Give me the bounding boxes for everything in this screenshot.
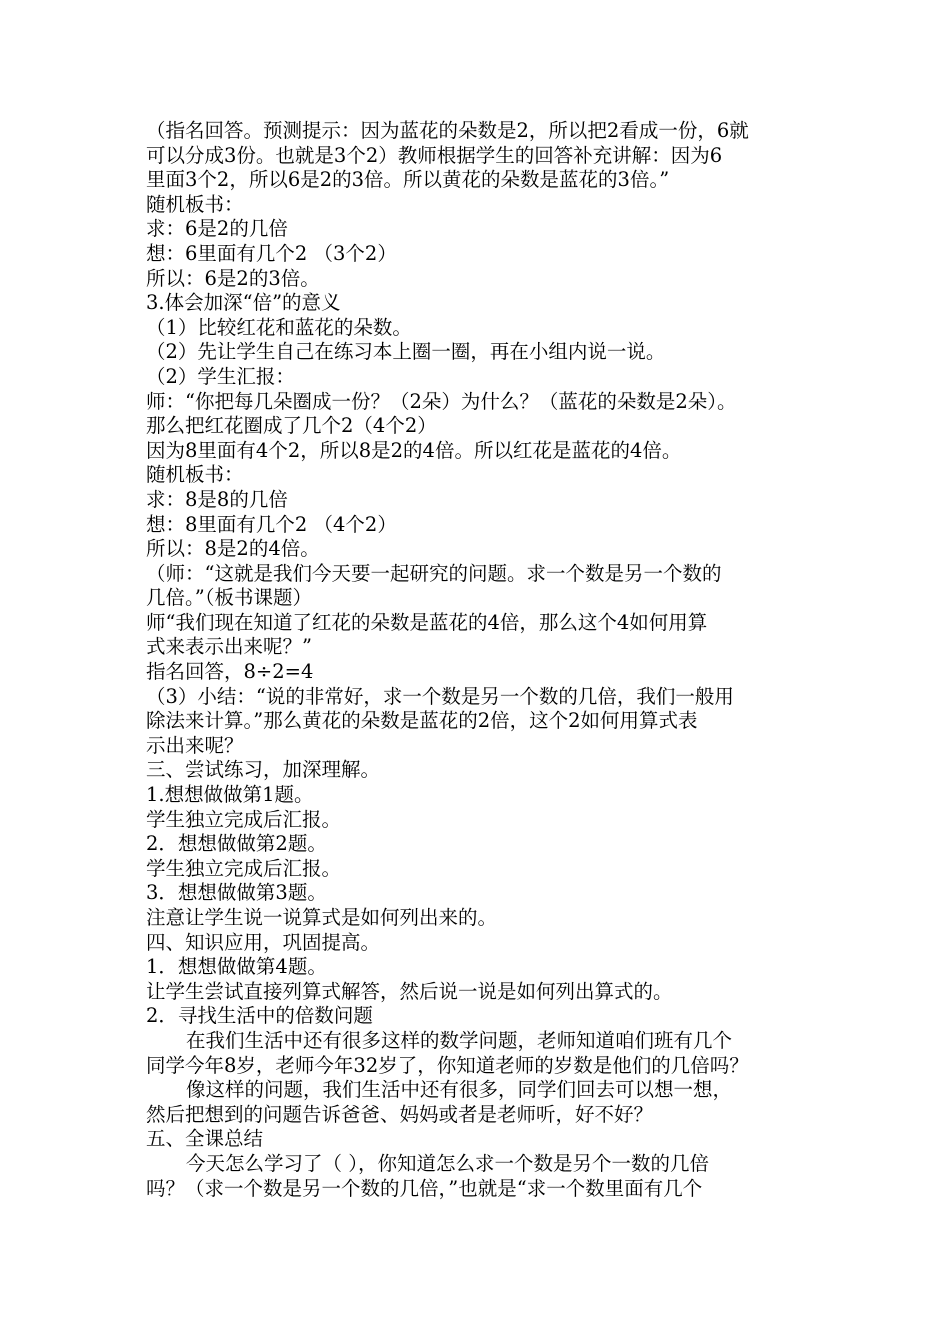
text-line: （1）比较红花和蓝花的朵数。	[146, 315, 412, 339]
text-line: 求：6是2的几倍	[146, 217, 288, 241]
text-line: （3）小结：“说的非常好，求一个数是另一个数的几倍，我们一般用	[146, 684, 734, 708]
text-line: 在我们生活中还有很多这样的数学问题，老师知道咱们班有几个	[186, 1028, 733, 1052]
text-line: 里面3个2，所以6是2的3倍。所以黄花的朵数是蓝花的3倍。”	[146, 168, 670, 192]
text-line: 随机板书：	[146, 192, 244, 216]
text-line: 师“我们现在知道了红花的朵数是蓝花的4倍，那么这个4如何用算	[146, 610, 708, 634]
text-line: 除法来计算。”那么黄花的朵数是蓝花的2倍，这个2如何用算式表	[146, 709, 698, 733]
text-line: 同学今年8岁，老师今年32岁了，你知道老师的岁数是他们的几倍吗？	[146, 1053, 749, 1077]
text-line: （2）学生汇报：	[146, 364, 295, 388]
text-line: 可以分成3份。也就是3个2）教师根据学生的回答补充讲解：因为6	[146, 143, 723, 167]
text-line: 师：“你把每几朵圈成一份？（2朵）为什么？（蓝花的朵数是2朵）。	[146, 389, 737, 413]
text-line: 注意让学生说一说算式是如何列出来的。	[146, 906, 498, 929]
text-line: （师：“这就是我们今天要一起研究的问题。求一个数是另一个数的	[146, 561, 722, 585]
text-line: （指名回答。预测提示：因为蓝花的朵数是2，所以把2看成一份，6就	[146, 119, 749, 142]
text-line: （2）先让学生自己在练习本上圈一圈，再在小组内说一说。	[146, 340, 666, 364]
text-line: 三、尝试练习，加深理解。	[146, 758, 381, 782]
text-line: 随机板书：	[146, 463, 244, 487]
text-line: 示出来呢？	[146, 733, 244, 757]
text-line: 式来表示出来呢？”	[146, 635, 312, 659]
text-line: 四、知识应用，巩固提高。	[146, 930, 381, 954]
text-line: 五、全课总结	[146, 1127, 264, 1151]
text-line: 2．寻找生活中的倍数问题	[146, 1004, 373, 1028]
text-line: 学生独立完成后汇报。	[146, 856, 342, 880]
text-line: 学生独立完成后汇报。	[146, 807, 342, 831]
text-line: 吗？（求一个数是另一个数的几倍，”也就是“求一个数里面有几个	[146, 1176, 703, 1200]
document-body	[146, 119, 816, 1201]
text-line: 2．想想做做第2题。	[146, 832, 327, 856]
text-line: 指名回答，8÷2=4	[146, 660, 314, 684]
text-line: 3.体会加深“倍”的意义	[146, 291, 341, 315]
text-line: 想：6里面有几个2 （3个2）	[146, 241, 397, 265]
text-line: 几倍。”（板书课题）	[146, 586, 312, 610]
text-line: 所以：8是2的4倍。	[146, 537, 320, 561]
text-line: 然后把想到的问题告诉爸爸、妈妈或者是老师听，好不好？	[146, 1102, 654, 1126]
text-line: 想：8里面有几个2 （4个2）	[146, 512, 397, 536]
text-line: 求：8是8的几倍	[146, 487, 288, 511]
text-line: 1.想想做做第1题。	[146, 783, 314, 807]
text-line: 3．想想做做第3题。	[146, 881, 327, 905]
text-line: 让学生尝试直接列算式解答，然后说一说是如何列出算式的。	[146, 979, 673, 1003]
text-line: 今天怎么学习了（ ），你知道怎么求一个数是另个一数的几倍	[186, 1151, 709, 1175]
text-line: 1．想想做做第4题。	[146, 955, 327, 979]
text-line: 那么把红花圈成了几个2（4个2）	[146, 414, 437, 438]
text-line: 像这样的问题，我们生活中还有很多，同学们回去可以想一想，	[186, 1078, 733, 1102]
text-line: 所以：6是2的3倍。	[146, 266, 320, 290]
text-line: 因为8里面有4个2，所以8是2的4倍。所以红花是蓝花的4倍。	[146, 438, 682, 462]
